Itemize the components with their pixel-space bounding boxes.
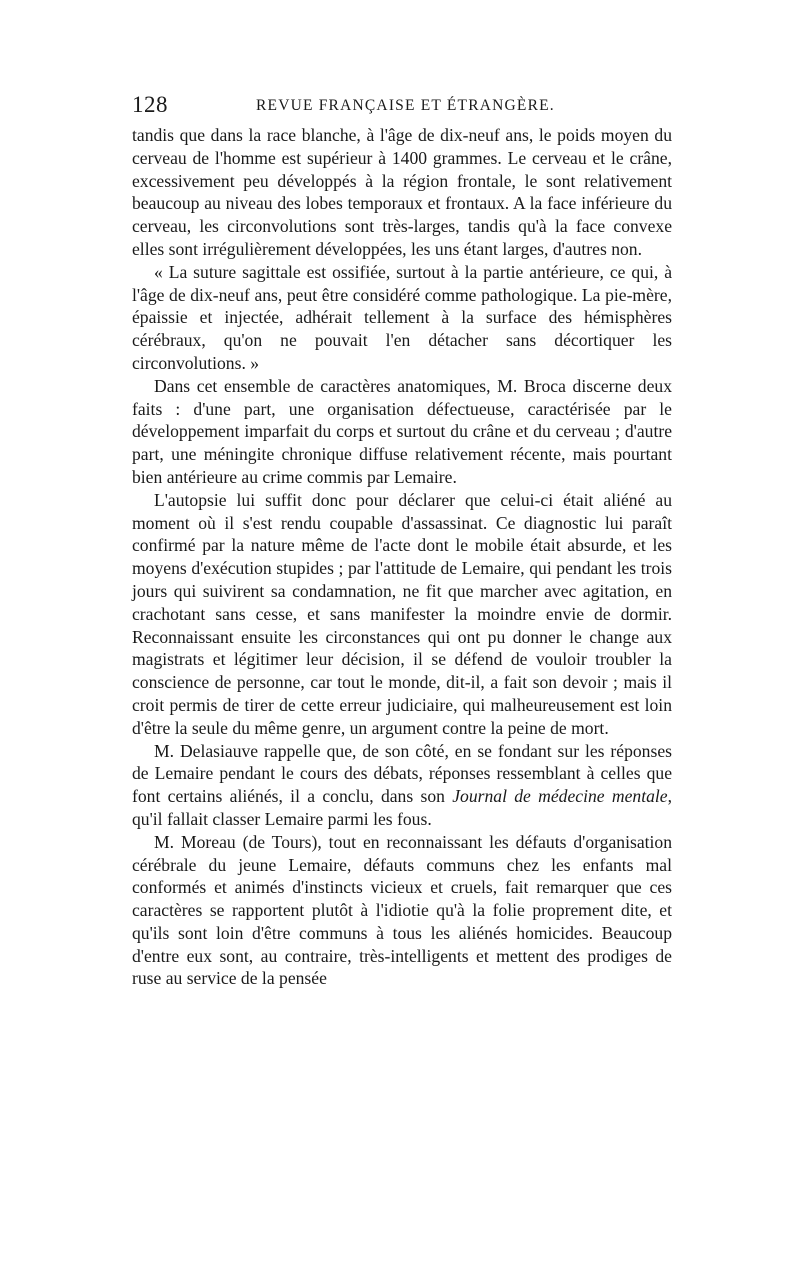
running-title: REVUE FRANÇAISE ET ÉTRANGÈRE. <box>256 97 555 114</box>
journal-title: Journal de médecine mentale <box>452 786 668 807</box>
paragraph-3: Dans cet ensemble de caractères anatomiques, M. Broca discerne deux faits : d'une part, une organisation défectueuse, caractérisée par le développement imparfait du corps et surtout du crâne et du cerveau ; d'autre part, une méningite chronique diffuse relativement récente, mais pourtant bien antérieure au crime commis par Lemaire. <box>132 375 672 487</box>
paragraph-6: M. Moreau (de Tours), tout en reconnaissant les défauts d'organisation cérébrale du jeune Lemaire, défauts communs chez les enfants mal conformés et animés d'instincts vicieux et cruels, fait remarquer que ces caractères se rapportent plutôt à l'idiotie qu'à la folie proprement dite, et qu'ils sont loin d'être communs à tous les aliénés homicides. Beaucoup d'entre eux sont, au contraire, très-intelligents et mettent des prodiges de ruse au service de la pensée <box>132 831 672 989</box>
paragraph-2: « La suture sagittale est ossifiée, surtout à la partie antérieure, ce qui, à l'âge de dix-neuf ans, peut être considéré comme pathologique. La pie-mère, épaissie et injectée, adhérait tellement à la surface des hémisphères cérébraux, qu'on ne pouvait l'en détacher sans décortiquer les circonvolutions. » <box>132 261 672 373</box>
body-text <box>132 124 672 990</box>
paragraph-1: tandis que dans la race blanche, à l'âge de dix-neuf ans, le poids moyen du cerveau de l'homme est supérieur à 1400 grammes. Le cerveau et le crâne, excessivement peu développés à la région frontale, le sont relativement beaucoup au niveau des lobes temporaux et frontaux. A la face inférieure du cerveau, les circonvolutions sont très-larges, tandis qu'à la face convexe elles sont irrégulièrement développées, les uns étant larges, d'autres non. <box>132 125 672 259</box>
page-number: 128 <box>132 92 168 117</box>
book-page <box>132 92 672 990</box>
paragraph-5-text-before: M. Delasiauve rappelle que, de son côté, en se fondant sur les réponses de Lemaire pendant le cours des débats, réponses ressemblant à celles que font certains aliénés, il a conclu, dans son <box>132 740 672 807</box>
paragraph-5-text-after: , qu'il fallait classer Lemaire parmi les fous. <box>132 786 672 829</box>
paragraph-5 <box>132 740 672 831</box>
running-head <box>132 92 672 120</box>
paragraph-4: L'autopsie lui suffit donc pour déclarer que celui-ci était aliéné au moment où il s'est rendu coupable d'assassinat. Ce diagnostic lui paraît confirmé par la nature même de l'acte dont le mobile était absurde, et les moyens d'exécution stupides ; par l'attitude de Lemaire, qui pendant les trois jours qui suivirent sa condamnation, ne fit que marcher avec agitation, en crachotant sans cesse, et sans manifester la moindre envie de dormir. Reconnaissant ensuite les circonstances qui ont pu donner le change aux magistrats et légitimer leur décision, il se défend de vouloir troubler la conscience de personne, car tout le monde, dit-il, a fait son devoir ; mais il croit permis de tirer de cette erreur judiciaire, qui malheureusement est loin d'être la seule du même genre, un argument contre la peine de mort. <box>132 489 672 738</box>
